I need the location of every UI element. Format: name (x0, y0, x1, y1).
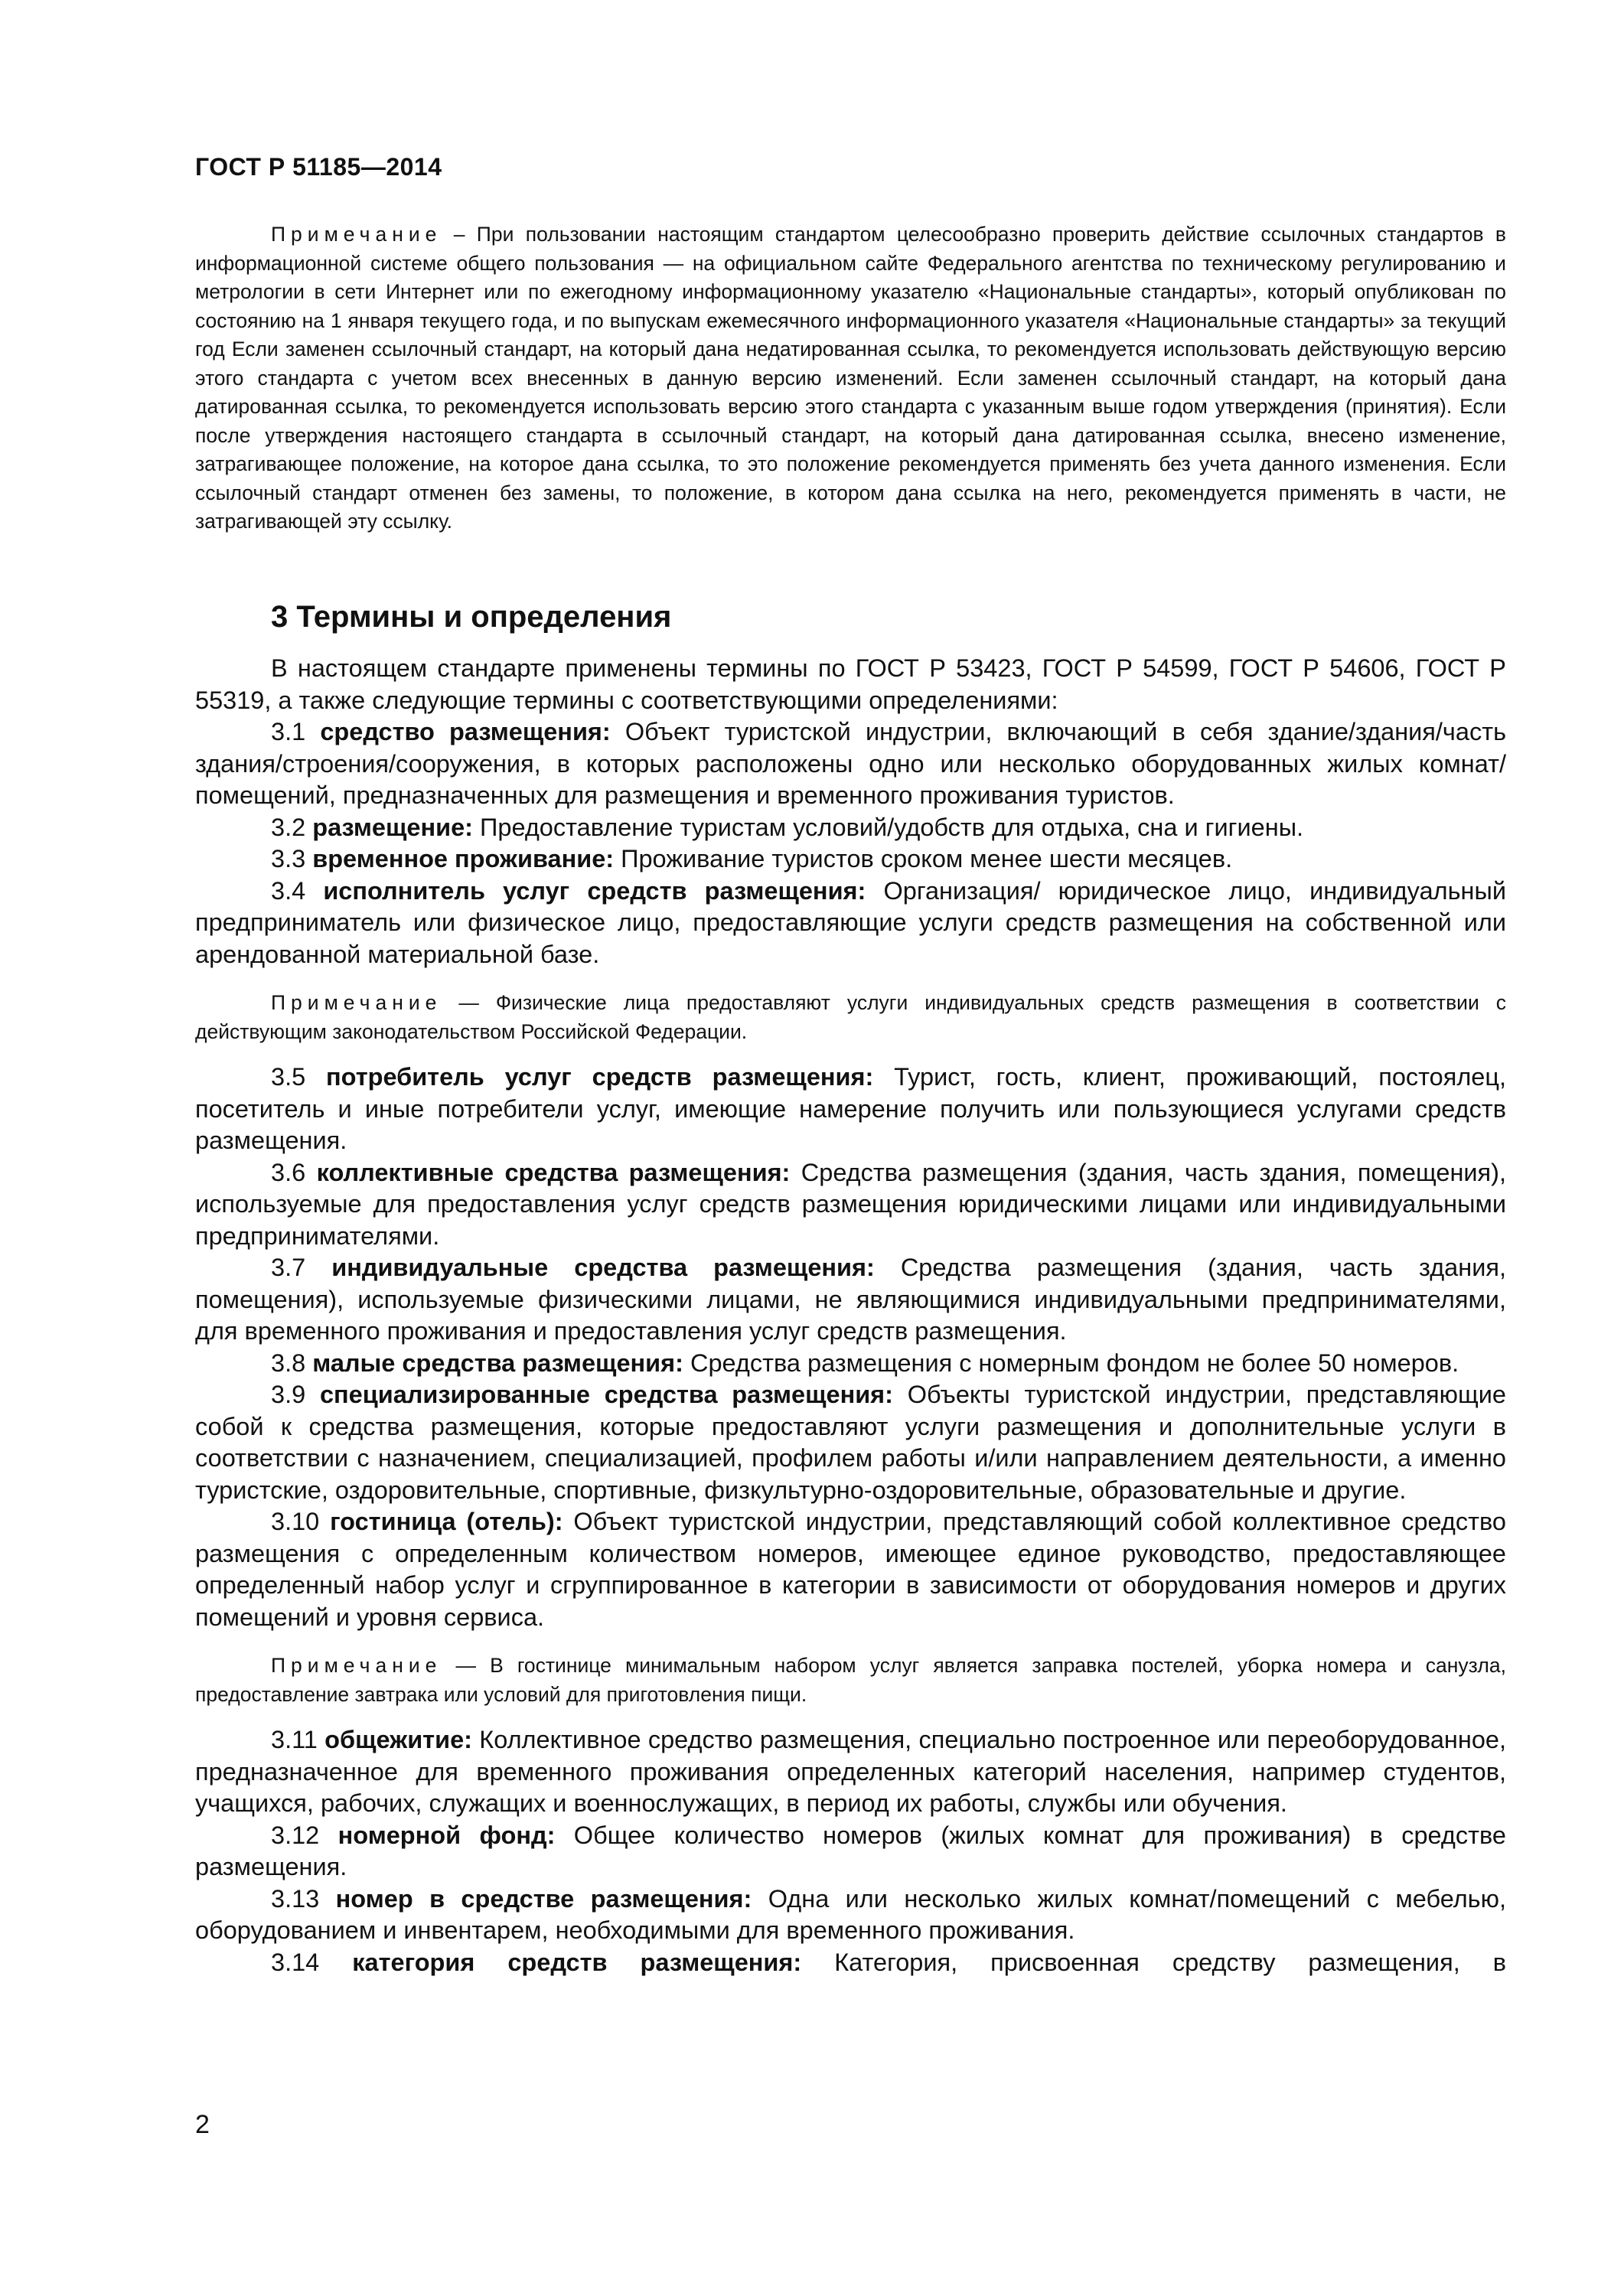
term-name: специализированные средства размещения: (319, 1381, 893, 1408)
term-3-11 (195, 1724, 1506, 1820)
term-definition: Организация/ юридическое лицо, индивидуальный предприниматель или физическое лицо, предоставляющие услуги средств размещения на собственной или арендованной материальной базе. (195, 876, 1507, 968)
note-hotel-minimum-services (195, 1652, 1506, 1709)
term-number: 3.8 (271, 1349, 306, 1377)
section-title: 3 Термины и определения (271, 600, 672, 634)
term-name: индивидуальные средства размещения: (331, 1254, 875, 1281)
term-number: 3.6 (271, 1158, 306, 1186)
term-3-4 (195, 876, 1506, 971)
term-3-6 (195, 1157, 1506, 1253)
term-name: временное проживание: (312, 845, 615, 872)
term-3-7 (195, 1252, 1506, 1348)
term-number: 3.11 (271, 1726, 318, 1753)
term-definition: Категория, присвоенная средству размещения, в (801, 1948, 1506, 1976)
term-3-12 (195, 1820, 1506, 1883)
term-name: номер в средстве размещения: (335, 1884, 752, 1913)
note-text: – При пользовании настоящим стандартом целесообразно проверить действие ссылочных стандартов в информационной системе общего пользования — на официальном сайте Федерального агентства по техническому регулированию и метрологии в сети Интернет или по ежегодному информационному указателю «Национальные стандарты», который опубликован по состоянию на 1 января текущего года, и по выпускам ежемесячного информационного указателя «Национальные стандарты» за текущий год Если заменен ссылочный стандарт, на который дана недатированная ссылка, то рекомендуется использовать действующую версию этого стандарта с учетом всех внесенных в данную версию изменений. Если заменен ссылочный стандарт, на который дана датированная ссылка, то рекомендуется использовать версию этого стандарта с указанным выше годом утверждения (принятия). Если после утверждения настоящего стандарта в ссылочный стандарт, на который дана датированная ссылка, внесено изменение, затрагивающее положение, на которое дана ссылка, то это положение рекомендуется применять без учета данного изменения. Если ссылочный стандарт отменен без замены, то положение, в котором дана ссылка на него, рекомендуется применять в части, не затрагивающей эту ссылку. (195, 223, 1506, 533)
term-number: 3.9 (271, 1381, 306, 1408)
term-name: номерной фонд: (338, 1821, 556, 1849)
term-name: коллективные средства размещения: (316, 1158, 791, 1186)
term-3-13 (195, 1883, 1506, 1947)
term-number: 3.2 (271, 813, 306, 841)
term-3-2 (195, 812, 1506, 844)
term-3-3 (195, 843, 1506, 876)
note-label: Примечание (271, 1654, 442, 1677)
term-number: 3.14 (271, 1948, 320, 1976)
note-text: — В гостинице минимальным набором услуг является заправка постелей, уборка номера и санузла, предоставление завтрака или условий для приготовления пищи. (195, 1654, 1506, 1706)
term-name: средство размещения: (320, 718, 611, 745)
term-definition: Объекты туристской индустрии, представляющие собой к средства размещения, которые предоставляют услуги размещения и дополнительные услуги в соответствии с назначением, специализацией, профилем работы и/или направлением деятельности, а именно туристские, оздоровительные, спортивные, физкультурно-оздоровительные, образовательные и другие. (195, 1381, 1506, 1504)
term-definition: Объект туристской индустрии, представляющий собой коллективное средство размещения с определенным количеством номеров, имеющее единое руководство, предоставляющее определенный набор услуг и сгруппированное в категории в зависимости от оборудования номеров и других помещений и уровня сервиса. (195, 1508, 1506, 1631)
note-label: Примечание (271, 991, 442, 1014)
term-definition: Общее количество номеров (жилых комнат для проживания) в средстве размещения. (195, 1821, 1506, 1880)
section-intro: В настоящем стандарте применены термины по ГОСТ Р 53423, ГОСТ Р 54599, ГОСТ Р 54606, ГОСТ Р 55319, а также следующие термины с соответствующими определениями: (195, 654, 1506, 714)
note-individual-providers (195, 989, 1506, 1046)
term-definition: Средства размещения (здания, часть здания, помещения), используемые физическими лицами, не являющимися индивидуальными предпринимателями, для временного проживания и предоставления услуг средств размещения. (195, 1254, 1506, 1345)
document-id-header: ГОСТ Р 51185—2014 (195, 153, 442, 181)
reference-note (195, 220, 1506, 536)
term-3-5 (195, 1062, 1506, 1157)
term-name: общежитие: (324, 1726, 472, 1753)
term-3-1 (195, 716, 1506, 812)
term-name: гостиница (отель): (330, 1508, 563, 1535)
term-number: 3.10 (271, 1508, 320, 1535)
term-definition: Коллективное средство размещения, специально построенное или переоборудованное, предназначенное для временного проживания определенных категорий населения, например студентов, учащихся, рабочих, служащих и военнослужащих, в период их работы, службы или обучения. (195, 1726, 1506, 1817)
term-definition: Предоставление туристам условий/удобств для отдыха, сна и гигиены. (473, 813, 1304, 841)
term-number: 3.12 (271, 1821, 320, 1849)
term-definition: Средства размещения с номерным фондом не более 50 номеров. (683, 1349, 1459, 1377)
term-name: категория средств размещения: (352, 1948, 802, 1976)
term-definition: Проживание туристов сроком менее шести месяцев. (614, 845, 1233, 872)
term-number: 3.13 (271, 1884, 320, 1913)
term-number: 3.3 (271, 845, 306, 872)
term-3-10 (195, 1506, 1506, 1633)
term-definition: Объект туристской индустрии, включающий в себя здание/здания/часть здания/строения/сооружения, в которых расположены одно или несколько оборудованных жилых комнат/помещений, предназначенных для размещения и временного проживания туристов. (195, 718, 1507, 809)
term-number: 3.5 (271, 1063, 306, 1091)
term-name: потребитель услуг средств размещения: (326, 1063, 874, 1091)
term-3-9 (195, 1379, 1506, 1506)
term-definition: Одна или несколько жилых комнат/помещений с мебелью, оборудованием и инвентарем, необходимыми для временного проживания. (195, 1884, 1506, 1944)
term-name: размещение: (312, 813, 474, 841)
term-name: малые средства размещения: (312, 1349, 683, 1377)
term-number: 3.1 (271, 718, 306, 745)
note-text: — Физические лица предоставляют услуги индивидуальных средств размещения в соответствии с действующим законодательством Российской Федерации. (195, 991, 1506, 1043)
term-3-8 (195, 1348, 1506, 1380)
term-3-14 (195, 1947, 1506, 1979)
page-number: 2 (195, 2110, 210, 2139)
terms-section (195, 598, 1506, 1978)
term-number: 3.7 (271, 1254, 306, 1281)
note-label: Примечание (271, 223, 442, 246)
term-definition: Средства размещения (здания, часть здания, помещения), используемые для предоставления услуг средств размещения юридическими лицами или индивидуальными предпринимателями. (195, 1158, 1506, 1250)
term-number: 3.4 (271, 876, 306, 905)
term-name: исполнитель услуг средств размещения: (323, 876, 866, 905)
term-definition: Турист, гость, клиент, проживающий, постоялец, посетитель и иные потребители услуг, имеющие намерение получить или пользующиеся услугами средств размещения. (195, 1063, 1507, 1154)
